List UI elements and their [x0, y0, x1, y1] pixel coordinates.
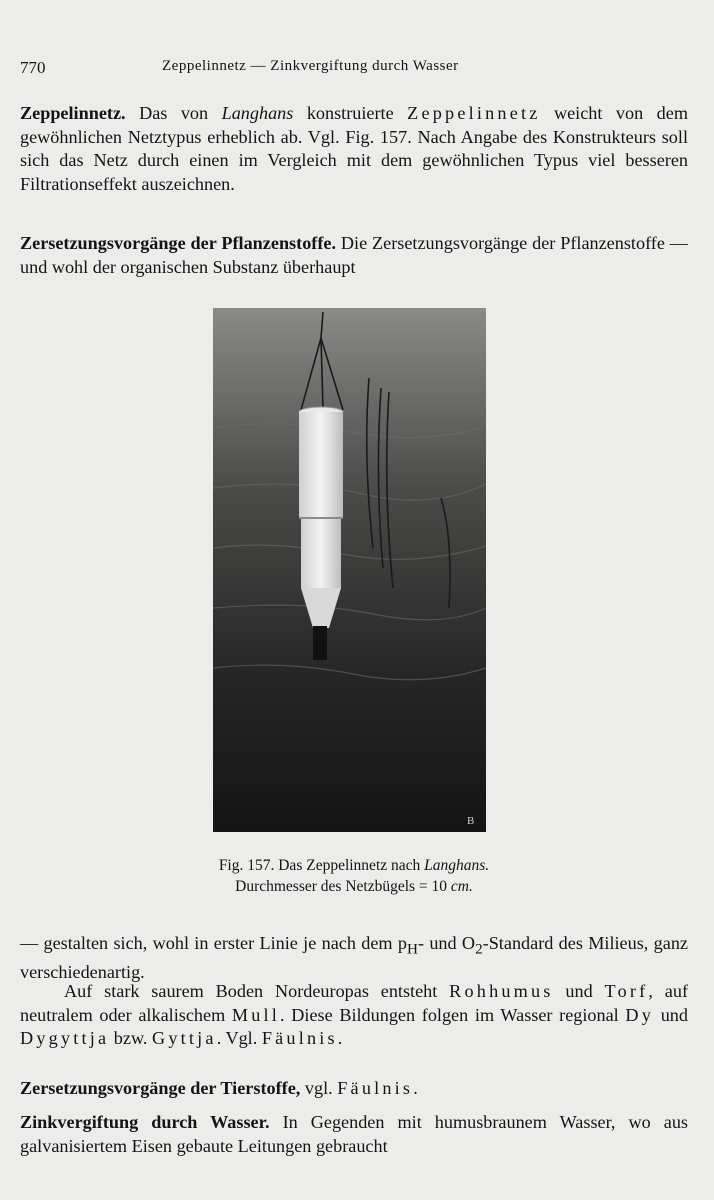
page-header: [20, 58, 684, 82]
author-name: Langhans: [221, 103, 294, 123]
text-run: , auf neutralem oder alkalischem: [20, 981, 689, 1025]
paragraph-zeppelinnetz: [20, 102, 688, 196]
paragraph-tierstoffe: [20, 1077, 688, 1101]
text-run: . Diese Bildungen folgen im Wasser regional: [280, 1004, 626, 1025]
caption-line-2: [20, 876, 688, 897]
subscript: H: [407, 940, 418, 958]
spaced-term: Torf: [604, 981, 649, 1001]
text-run: .: [337, 1028, 343, 1049]
text-run: vgl.: [300, 1078, 338, 1098]
text-run: konstruierte: [293, 103, 408, 123]
paragraph-zinkvergiftung: [20, 1111, 688, 1158]
page-number: 770: [20, 58, 46, 77]
net-photograph: [213, 308, 486, 832]
text-run: — gestalten sich, wohl in erster Linie je nach dem p: [20, 933, 407, 953]
text-run: weicht von dem gewöhnlichen Netztypus erheblich ab. Vgl. Fig. 157. Nach Angabe des Konstrukteurs soll sich das Netz durch einen im Vergleich mit dem gewöhnlichen Typus viel besseren Filtrationseffekt auszeichnen.: [20, 103, 688, 194]
spaced-term: Zeppelinnetz: [407, 103, 541, 123]
author-name: Langhans.: [424, 857, 490, 874]
text-run: und: [654, 1004, 688, 1025]
svg-text:B: B: [467, 815, 475, 827]
figure-caption: [20, 855, 688, 897]
text-run: Durchmesser des Netzbügels = 10: [235, 878, 451, 895]
spaced-term: Rohhumus: [449, 981, 554, 1001]
text-run: In Gegenden mit humusbraunem Wasser, wo aus galvanisiertem Eisen gebaute Leitungen gebraucht: [20, 1112, 688, 1156]
paragraph-continuation: [20, 932, 688, 985]
term-heading: Zersetzungsvorgänge der Tierstoffe,: [20, 1078, 301, 1098]
figure-photo-zeppelinnetz: [213, 308, 486, 832]
text-run: bzw.: [109, 1028, 153, 1049]
subscript: 2: [475, 940, 483, 958]
text-run: Die Zersetzungsvorgänge der Pflanzenstoffe — und wohl der organischen Substanz überhaupt: [20, 233, 688, 277]
text-run: .: [413, 1078, 418, 1098]
text-run: Fig. 157. Das Zeppelinnetz nach: [218, 857, 425, 874]
text-run: Auf stark saurem Boden Nordeuropas entsteht: [64, 981, 450, 1001]
text-run: und: [553, 981, 605, 1001]
spaced-term: Fäulnis: [261, 1028, 338, 1049]
term-heading: Zeppelinnetz.: [20, 103, 126, 123]
paragraph-humus: [20, 980, 688, 1051]
unit: cm.: [450, 878, 473, 895]
paragraph-pflanzenstoffe: [20, 232, 688, 279]
spaced-term: Gyttja: [152, 1028, 217, 1049]
term-heading: Zersetzungsvorgänge der Pflanzenstoffe.: [20, 233, 337, 253]
spaced-term: Mull: [231, 1004, 281, 1025]
spaced-term: Dy: [625, 1004, 655, 1025]
text-run: -Standard des Milieus, ganz verschiedenartig.: [20, 933, 688, 983]
running-head: Zeppelinnetz — Zinkvergiftung durch Wasser: [162, 58, 459, 74]
text-run: . Vgl.: [216, 1028, 262, 1049]
term-heading: Zinkvergiftung durch Wasser.: [20, 1112, 270, 1132]
text-run: - und O: [417, 933, 476, 953]
text-run: Das von: [125, 103, 222, 123]
spaced-term: Dygyttja: [20, 1028, 110, 1049]
caption-line-1: [20, 855, 688, 876]
spaced-term: Fäulnis: [337, 1078, 414, 1098]
